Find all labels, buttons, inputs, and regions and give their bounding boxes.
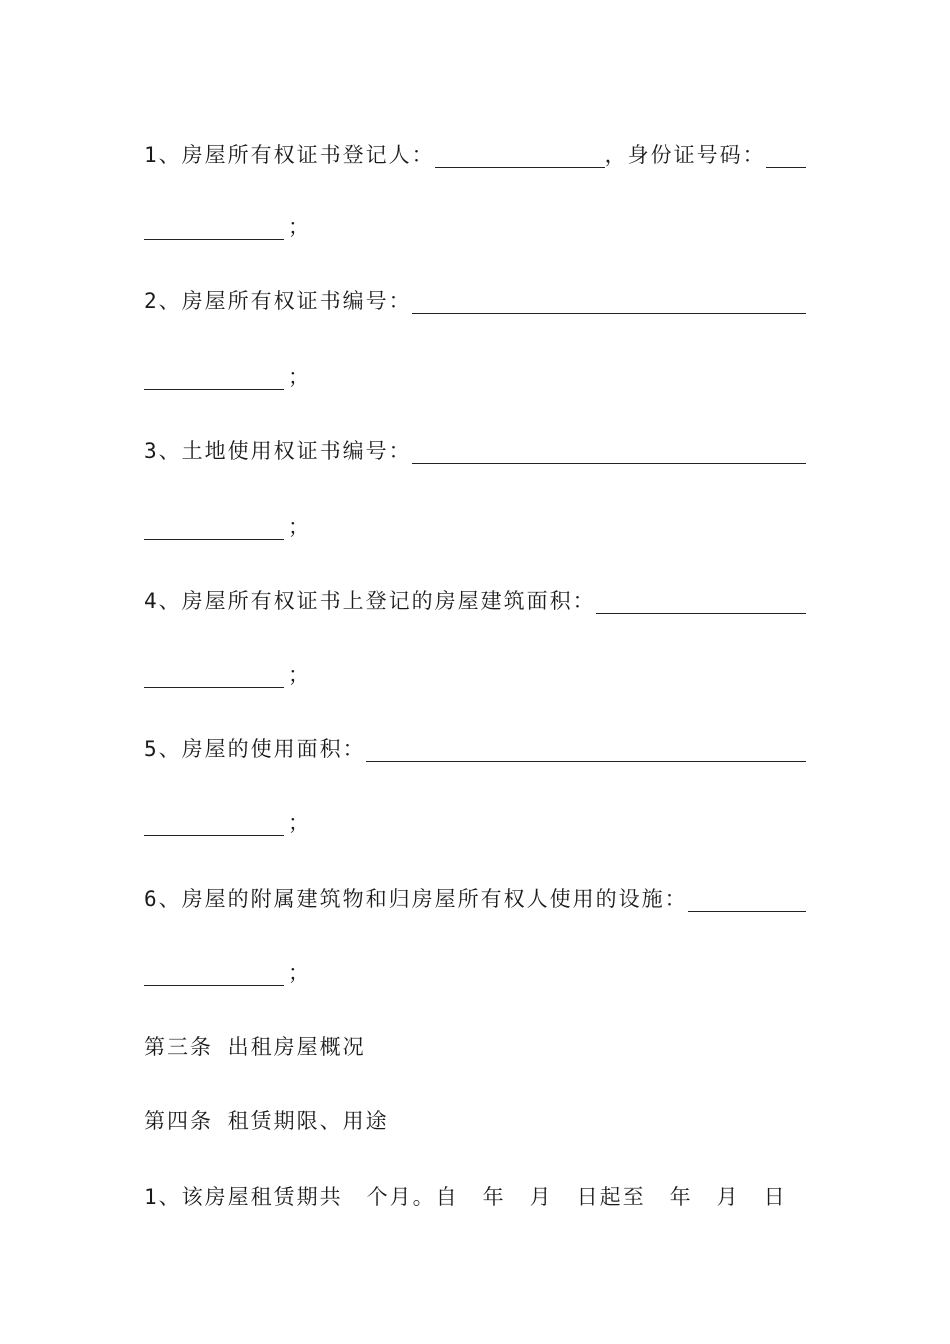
item-5-blank-cont[interactable] (144, 811, 284, 836)
item-2-continuation (144, 360, 806, 394)
article-4-text: 第四条 租赁期限、用途 (144, 1109, 389, 1133)
item-3-continuation (144, 510, 806, 544)
item-5-continuation (144, 806, 806, 840)
item-4-blank-cont[interactable] (144, 663, 284, 688)
item-6-continuation (144, 956, 806, 990)
item-3-blank[interactable] (412, 439, 806, 464)
item-1-id-label: ，身份证号码： (604, 143, 766, 167)
item-2-blank-cont[interactable] (144, 365, 284, 390)
start-year-label: 年 (482, 1185, 506, 1209)
item-2-blank[interactable] (412, 289, 806, 314)
lease-term-line (144, 1180, 806, 1214)
lease-months-label: 个月。自 (366, 1185, 459, 1209)
item-4-line (144, 584, 806, 618)
item-5-end: ； (288, 811, 311, 835)
item-6-blank[interactable] (688, 887, 806, 912)
article-4-heading (144, 1104, 806, 1138)
item-3-label: 3、土地使用权证书编号： (144, 439, 412, 463)
item-6-label: 6、房屋的附属建筑物和归房屋所有权人使用的设施： (144, 887, 688, 911)
lease-term-intro: 1、该房屋租赁期共 (144, 1185, 343, 1209)
item-2-label: 2、房屋所有权证书编号： (144, 289, 412, 313)
item-6-end: ； (288, 961, 311, 985)
item-1-id-blank-cont[interactable] (144, 215, 284, 240)
item-1-id-blank[interactable] (766, 143, 806, 168)
item-2-line (144, 284, 806, 318)
item-4-label: 4、房屋所有权证书上登记的房屋建筑面积： (144, 589, 596, 613)
item-4-end: ； (288, 663, 311, 687)
article-3-text: 第三条 出租房屋概况 (144, 1035, 366, 1059)
item-5-label: 5、房屋的使用面积： (144, 737, 366, 761)
item-3-line (144, 434, 806, 468)
item-1-label: 1、房屋所有权证书登记人： (144, 143, 435, 167)
end-month-label: 月 (716, 1185, 740, 1209)
item-1-continuation (144, 210, 806, 244)
item-5-blank[interactable] (366, 737, 806, 762)
item-3-blank-cont[interactable] (144, 515, 284, 540)
item-2-end: ； (288, 365, 311, 389)
item-3-end: ； (288, 515, 311, 539)
item-6-line (144, 882, 806, 916)
item-1-name-blank[interactable] (435, 143, 605, 168)
item-6-blank-cont[interactable] (144, 961, 284, 986)
end-year-label: 年 (669, 1185, 693, 1209)
article-3-heading (144, 1030, 806, 1064)
start-day-label: 日起至 (576, 1185, 646, 1209)
start-month-label: 月 (529, 1185, 553, 1209)
item-1-end: ； (288, 215, 311, 239)
item-5-line (144, 732, 806, 766)
item-1-line (144, 138, 806, 172)
item-4-blank[interactable] (596, 589, 806, 614)
item-4-continuation (144, 658, 806, 692)
end-day-label: 日 (763, 1185, 787, 1209)
